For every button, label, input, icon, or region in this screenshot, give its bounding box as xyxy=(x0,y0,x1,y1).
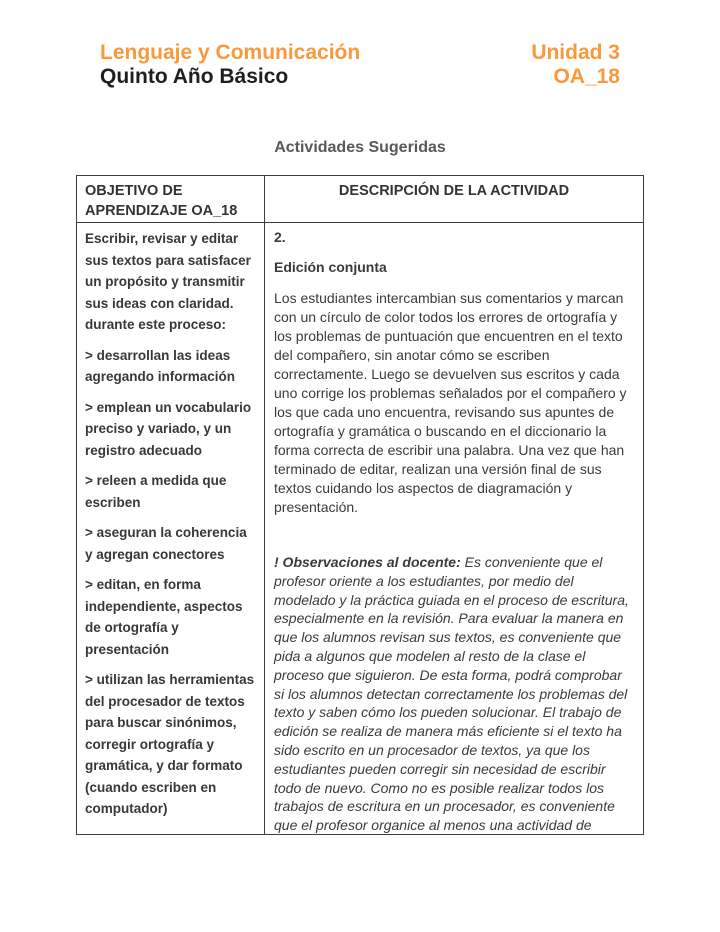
col-header-description: DESCRIPCIÓN DE LA ACTIVIDAD xyxy=(265,176,643,223)
activity-cell xyxy=(265,223,643,834)
objective-bullet: > aseguran la coherencia y agregan conectores xyxy=(85,525,247,562)
oa-code-label: OA_18 xyxy=(553,65,620,88)
teacher-note-label: ! Observaciones al docente: xyxy=(274,554,461,570)
objective-bullet: > releen a medida que escriben xyxy=(85,473,227,510)
objective-intro-process: durante este proceso: xyxy=(85,317,227,332)
objective-cell xyxy=(77,223,265,834)
course-title: Lenguaje y Comunicación xyxy=(100,41,361,64)
page-title: Actividades Sugeridas xyxy=(274,139,446,156)
activity-number: 2. xyxy=(274,229,286,245)
objective-bullet: > desarrollan las ideas agregando información xyxy=(85,347,236,384)
activity-description: Los estudiantes intercambian sus comentarios y marcan con un círculo de color todos los errores de ortografía y los problemas de puntuación que encuentren en el texto del compañero, sin anotar cómo se escriben correctamente. Luego se devuelven sus escritos y cada uno corrige los problemas señalados por el compañero y los que cada uno encuentra, revisando sus apuntes de ortografía y gramática o buscando en el diccionario la forma correcta de escribir una palabra. Una vez que han terminado de editar, realizan una versión final de sus textos cuidando los aspectos de diagramación y presentación. xyxy=(274,290,627,515)
objective-bullet: > emplean un vocabulario preciso y variado, y un registro adecuado xyxy=(85,399,252,458)
document-header xyxy=(100,41,620,89)
grade-subtitle: Quinto Año Básico xyxy=(100,65,289,88)
table-body-row xyxy=(77,223,643,834)
objective-intro xyxy=(85,228,256,336)
unit-label: Unidad 3 xyxy=(531,41,620,64)
objective-bullet: > utilizan las herramientas del procesador de textos para buscar sinónimos, corregir ortografía y gramática, y dar formato (cuando escriben en computador) xyxy=(85,672,255,816)
header-left xyxy=(100,41,360,89)
objective-bullet: > editan, en forma independiente, aspectos de ortografía y presentación xyxy=(85,577,243,657)
col-header-objective: OBJETIVO DE APRENDIZAJE OA_18 xyxy=(77,176,265,223)
activities-table xyxy=(76,175,644,835)
teacher-note-text: Es conveniente que el profesor oriente a los estudiantes, por medio del modelado y la práctica guiada en el proceso de escritura, especialmente en la revisión. Para evaluar la manera en que los alumnos revisan sus textos, es conveniente que pida a algunos que modelen al resto de la clase el proceso que siguieron. De esta forma, podrá comprobar si los alumnos detectan correctamente los problemas del texto y saben cómo los pueden solucionar. El trabajo de edición se realiza de manera más eficiente si el texto ha sido escrito en un procesador de textos, ya que los estudiantes pueden corregir sin necesidad de escribir todo de nuevo. Como no es posible realizar todos los trabajos de escritura en un procesador, es conveniente que el profesor organice al menos una actividad de xyxy=(274,554,629,834)
objective-intro-main: Escribir, revisar y editar sus textos para satisfacer un propósito y transmitir sus ideas con claridad. xyxy=(85,231,251,311)
teacher-note xyxy=(274,553,633,834)
table-header-row xyxy=(77,176,643,223)
activity-title: Edición conjunta xyxy=(274,259,387,275)
header-right xyxy=(531,41,620,89)
